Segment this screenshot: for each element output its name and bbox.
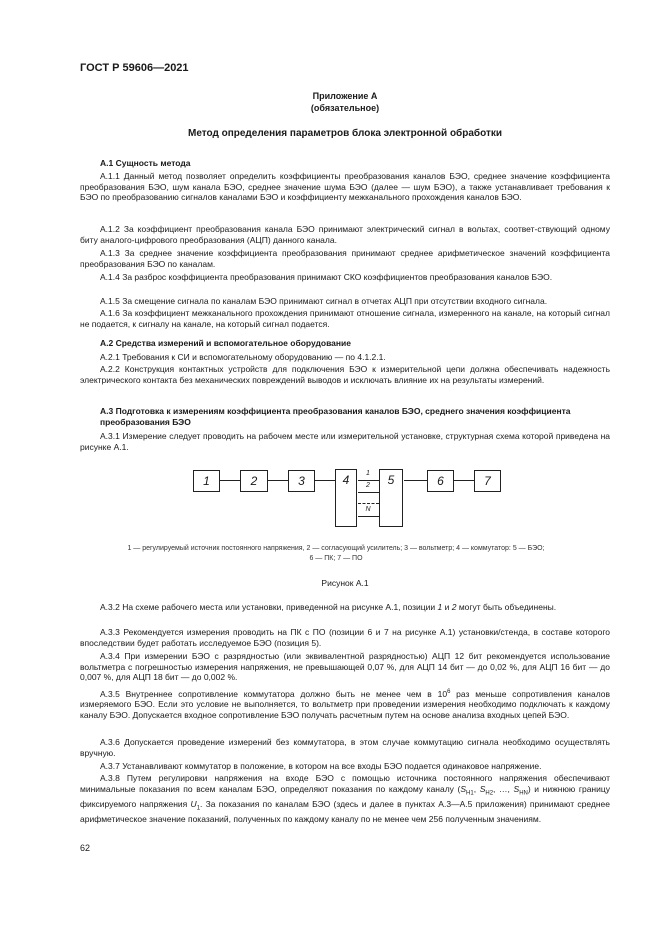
connector-line bbox=[267, 480, 288, 481]
section-heading-a3: А.3 Подготовка к измерениям коэффициента преобразования каналов БЭО, среднего значения коэффициента преобразования БЭО bbox=[100, 406, 571, 427]
connector-line bbox=[314, 480, 335, 481]
appendix-title: Приложение А bbox=[312, 91, 378, 101]
figure-label: Рисунок А.1 bbox=[321, 578, 369, 588]
block-1-voltage-source: 1 bbox=[193, 470, 220, 492]
section-heading-a1: А.1 Сущность метода bbox=[100, 158, 191, 168]
connector-line bbox=[219, 480, 240, 481]
paragraph-a2-1: А.2.1 Требования к СИ и вспомогательному оборудованию — по 4.1.2.1. bbox=[100, 352, 386, 362]
channel-label-2: 2 bbox=[366, 482, 370, 489]
figure-caption-line2: 6 — ПК; 7 — ПО bbox=[309, 555, 363, 562]
channel-line-n bbox=[358, 516, 379, 517]
block-7-software: 7 bbox=[474, 470, 501, 492]
appendix-status: (обязательное) bbox=[310, 103, 380, 113]
paragraph-a1-4: А.1.4 За разброс коэффициента преобразования принимают СКО коэффициентов преобразования каналов БЭО. bbox=[100, 272, 553, 282]
paragraph-a3-2: А.3.2 На схеме рабочего места или установки, приведенной на рисунке А.1, позиции 1 и 2 могут быть объединены. bbox=[100, 602, 557, 612]
block-3-voltmeter: 3 bbox=[288, 470, 315, 492]
paragraph-a3-6: А.3.6 Допускается проведение измерений без коммутатора, в этом случае коммутацию сигнала необходимо осуществлять вручную. bbox=[80, 737, 610, 758]
block-2-amplifier: 2 bbox=[240, 470, 268, 492]
paragraph-a2-2: А.2.2 Конструкция контактных устройств для подключения БЭО к измерительной цепи должна обеспечивать надежность электрического контакта без механических повреждений выводов и исключать влияние их на результаты измерений. bbox=[80, 364, 610, 385]
channel-line-2 bbox=[358, 492, 379, 493]
connector-line bbox=[453, 480, 474, 481]
paragraph-a1-5: А.1.5 За смещение сигнала по каналам БЭО принимают сигнал в отчетах АЦП при отсутствии входного сигнала. bbox=[100, 296, 548, 306]
figure-caption-line1: 1 — регулируемый источник постоянного напряжения, 2 — согласующий усилитель; 3 — вольтметр; 4 — коммутатор: 5 — БЭО; bbox=[127, 545, 545, 552]
block-4-switch: 4 bbox=[335, 469, 357, 527]
channel-dash-line bbox=[358, 503, 379, 504]
paragraph-a1-2: А.1.2 За коэффициент преобразования канала БЭО принимают электрический сигнал в вольтах, соответ-ствующий одному биту аналого-цифрового преобразования (АЦП) данного канала. bbox=[80, 224, 610, 245]
channel-line-1 bbox=[358, 480, 379, 481]
document-id: ГОСТ Р 59606—2021 bbox=[80, 62, 189, 74]
paragraph-a3-1: А.3.1 Измерение следует проводить на рабочем месте или измерительной установке, структурная схема которой приведена на рисунке А.1. bbox=[80, 431, 610, 452]
block-6-pc: 6 bbox=[427, 470, 454, 492]
connector-line bbox=[404, 480, 427, 481]
paragraph-a3-3: А.3.3 Рекомендуется измерения проводить на ПК с ПО (позиции 6 и 7 на рисунке А.1) установки/стенда, в составе которого впоследствии будет работать исследуемое БЭО (позиция 5). bbox=[80, 627, 610, 648]
method-title: Метод определения параметров блока электронной обработки bbox=[187, 128, 502, 139]
paragraph-a3-8: А.3.8 Путем регулировки напряжения на входе БЭО с помощью источника постоянного напряжения обеспечивают минимальные показания по всем каналам БЭО, определяют показания по каждому каналу ($S_{H1}$, $S_{H2}$, …, $S_{HN}$) и нижнюю границу фиксируемого напряжения $U_1$. За показания по каналам БЭО (здесь и далее в пунктах А.3—А.5 приложения) принимают среднее арифметическое значение показаний, полученных по каждому каналу по не менее чем 256 полученным значениям. bbox=[80, 773, 610, 825]
section-heading-a2: А.2 Средства измерений и вспомогательное оборудование bbox=[100, 338, 351, 348]
paragraph-a3-4: А.3.4 При измерении БЭО с разрядностью (или эквивалентной разрядностью) АЦП 12 бит рекомендуется использование вольтметра с погрешностью измерения напряжения, не превышающей 0,07 %, для АЦП 14 бит — до 0,02 %, для АЦП 16 бит — до 0,007 %, для АЦП 18 бит — до 0,002 %. bbox=[80, 651, 610, 683]
paragraph-a1-6: А.1.6 За коэффициент межканального прохождения принимают отношение сигнала, измеренного на канале, на который сигнал не подается, к сигналу на канале, на который сигнал подается. bbox=[80, 308, 610, 329]
page-number: 62 bbox=[80, 843, 91, 853]
channel-label-1: 1 bbox=[366, 470, 370, 477]
paragraph-a3-7: А.3.7 Устанавливают коммутатор в положение, в котором на все входы БЭО подается одинаковое напряжение. bbox=[100, 761, 542, 771]
paragraph-a1-3: А.1.3 За среднее значение коэффициента преобразования принимают среднее арифметическое значений коэффициента преобразования БЭО по каналам. bbox=[80, 248, 610, 269]
block-5-beo: 5 bbox=[379, 469, 403, 527]
paragraph-a3-5: А.3.5 Внутреннее сопротивление коммутатора должно быть не менее чем в $10^6$ раз меньше сопротивления каналов измеряемого БЭО. Если это условие не выполняется, то вольтметр при проведении измерения необходимо подключать к каждому каналу БЭО. Допускается входное сопротивление БЭО получать расчетным путем на основе анализа входных цепей БЭО. bbox=[80, 688, 610, 721]
channel-label-n: N bbox=[365, 506, 371, 513]
paragraph-a1-1: А.1.1 Данный метод позволяет определить коэффициенты преобразования каналов БЭО, среднее значение коэффициента преобразования БЭО, шум канала БЭО, среднее значение шума БЭО (далее — шум БЭО), а также устанавливает требования к БЭО по преобразованию сигналов каналами БЭО и коэффициенту межканального прохождения каналов БЭО. bbox=[80, 171, 610, 203]
